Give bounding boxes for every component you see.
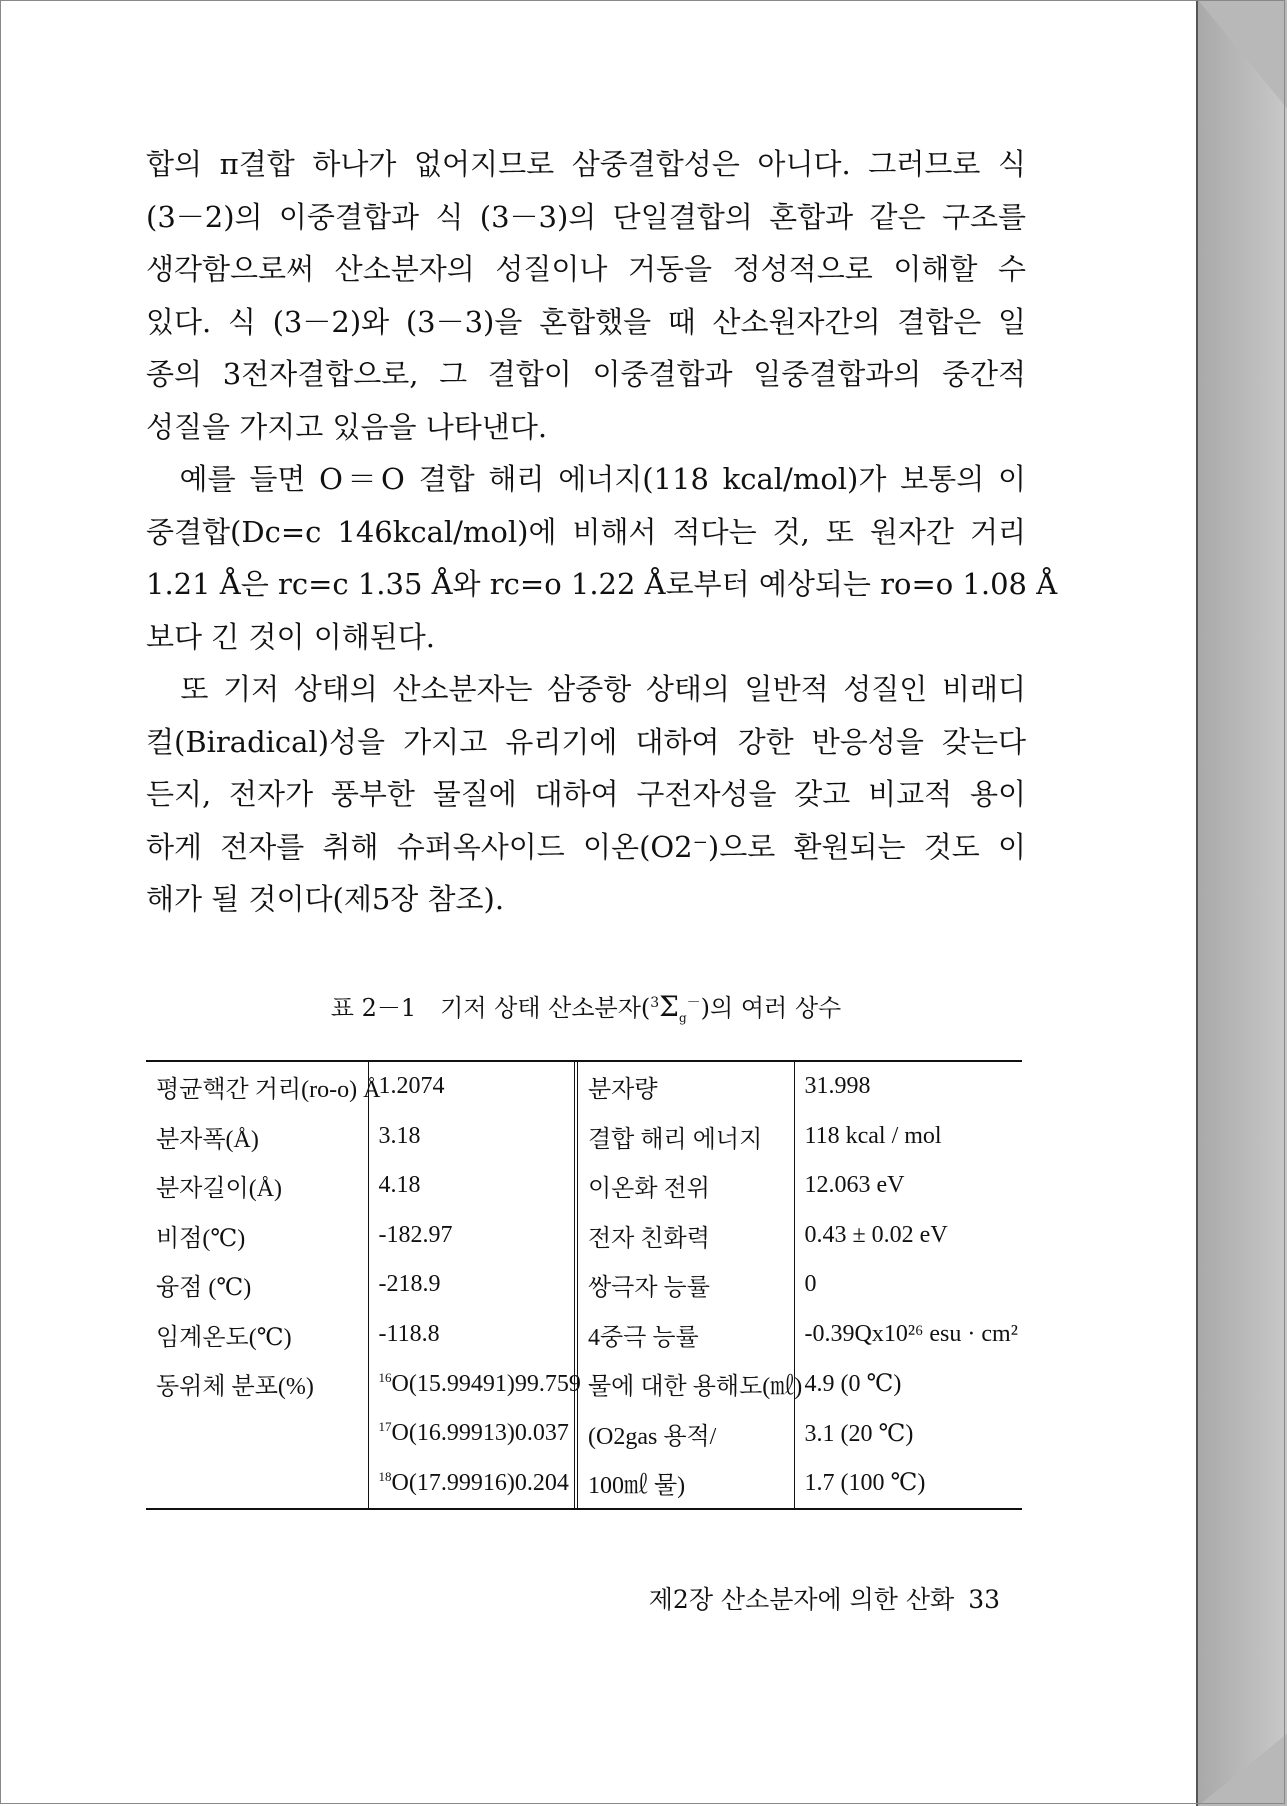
body-line: 생각함으로써 산소분자의 성질이나 거동을 정성적으로 이해할 수 <box>146 252 1026 286</box>
body-line: 있다. 식 (3－2)와 (3－3)을 혼합했을 때 산소원자간의 결합은 일 <box>146 304 1026 339</box>
solubility-label: (O2gas 용적/ <box>576 1409 794 1459</box>
solubility-label: 물에 대한 용해도(㎖) <box>576 1359 794 1409</box>
isotope-value: O(15.99491)99.759 <box>391 1370 581 1397</box>
table-cell: 이온화 전위 <box>576 1161 794 1211</box>
table-cell: 분자량 <box>576 1062 794 1112</box>
table-cell: 4중극 능률 <box>576 1310 794 1360</box>
table-cell: 평균핵간 거리(ro-o) Å <box>156 1077 381 1104</box>
body-line: 든지, 전자가 풍부한 물질에 대하여 구전자성을 갖고 비교적 용이 <box>146 777 1026 811</box>
table-cell: -118.8 <box>368 1310 576 1360</box>
body-line: 중결합(Dc=c 146kcal/mol)에 비해서 적다는 것, 또 원자간 거리 <box>146 514 1026 549</box>
table-cell: 임계온도(℃) <box>156 1324 292 1351</box>
caption-suffix: )의 여러 상수 <box>700 994 842 1022</box>
caption-prefix: 표 2－1 기저 상태 산소분자( <box>330 994 651 1022</box>
table-cell: 결합 해리 에너지 <box>576 1112 794 1162</box>
table-cell: 분자폭(Å) <box>156 1126 259 1153</box>
table-cell: -0.39Qx10²⁶ esu · cm² <box>794 1310 1022 1360</box>
isotope-value: O(16.99913)0.037 <box>391 1420 569 1447</box>
body-line: 또 기저 상태의 산소분자는 삼중항 상태의 일반적 성질인 비래디 <box>146 672 1026 706</box>
solubility-label: 100㎖ 물) <box>576 1458 794 1508</box>
table-cell: -182.97 <box>368 1211 576 1261</box>
body-line: 예를 들면 O＝O 결합 해리 에너지(118 kcal/mol)가 보통의 이 <box>146 462 1026 496</box>
table-cell: 전자 친화력 <box>576 1211 794 1261</box>
table-cell: 118 kcal / mol <box>794 1112 1022 1162</box>
caption-term-sub: g <box>678 1010 687 1025</box>
table-cell: 1.2074 <box>368 1062 576 1112</box>
table-cell: 4.18 <box>368 1161 576 1211</box>
body-line: (3－2)의 이중결합과 식 (3－3)의 단일결합의 혼합과 같은 구조를 <box>146 199 1026 234</box>
isotope-mass: 17 <box>378 1419 392 1435</box>
isotope-mass: 16 <box>378 1369 392 1385</box>
solubility-value: 3.1 (20 ℃) <box>794 1409 1022 1459</box>
caption-term-sigma: Σ <box>659 990 679 1023</box>
body-line: 컬(Biradical)성을 가지고 유리기에 대하여 강한 반응성을 갖는다 <box>146 724 1026 759</box>
table-cell: 0 <box>794 1260 1022 1310</box>
body-line: 성질을 가지고 있음을 나타낸다. <box>146 409 548 444</box>
caption-term-sup: 3 <box>650 995 660 1011</box>
table-cell: 3.18 <box>368 1112 576 1162</box>
body-line: 종의 3전자결합으로, 그 결합이 이중결합과 일중결합과의 중간적 <box>146 357 1026 391</box>
table-cell: 융점 (℃) <box>156 1275 252 1302</box>
table-cell: 31.998 <box>794 1062 1022 1112</box>
isotope-mass: 18 <box>378 1468 392 1484</box>
running-chapter-title: 제2장 산소분자에 의한 산화 <box>648 1585 955 1614</box>
table-cell: -218.9 <box>368 1260 576 1310</box>
body-line: 하게 전자를 취해 슈퍼옥사이드 이온(O2⁻)으로 환원되는 것도 이 <box>146 829 1026 864</box>
isotope-value: O(17.99916)0.204 <box>391 1469 569 1496</box>
solubility-value: 4.9 (0 ℃) <box>794 1359 1022 1409</box>
table-cell: 분자길이(Å) <box>156 1176 283 1203</box>
table-cell: 12.063 eV <box>794 1161 1022 1211</box>
solubility-value: 1.7 (100 ℃) <box>794 1458 1022 1508</box>
body-line: 합의 π결합 하나가 없어지므로 삼중결합성은 아니다. 그러므로 식 <box>146 147 1026 181</box>
caption-term-sup2: － <box>686 995 701 1011</box>
body-line: 1.21 Å은 rc=c 1.35 Å와 rc=o 1.22 Å로부터 예상되는 ro=o 1.08 Å <box>146 567 1058 601</box>
table-cell: 0.43 ± 0.02 eV <box>794 1211 1022 1261</box>
body-line: 보다 긴 것이 이해된다. <box>146 619 435 654</box>
isotope-label: 동위체 분포(%) <box>156 1374 314 1401</box>
page-number: 33 <box>968 1585 1000 1614</box>
body-line: 해가 될 것이다(제5장 참조). <box>146 882 505 916</box>
table-cell: 비점(℃) <box>156 1225 246 1252</box>
table-cell: 쌍극자 능률 <box>576 1260 794 1310</box>
